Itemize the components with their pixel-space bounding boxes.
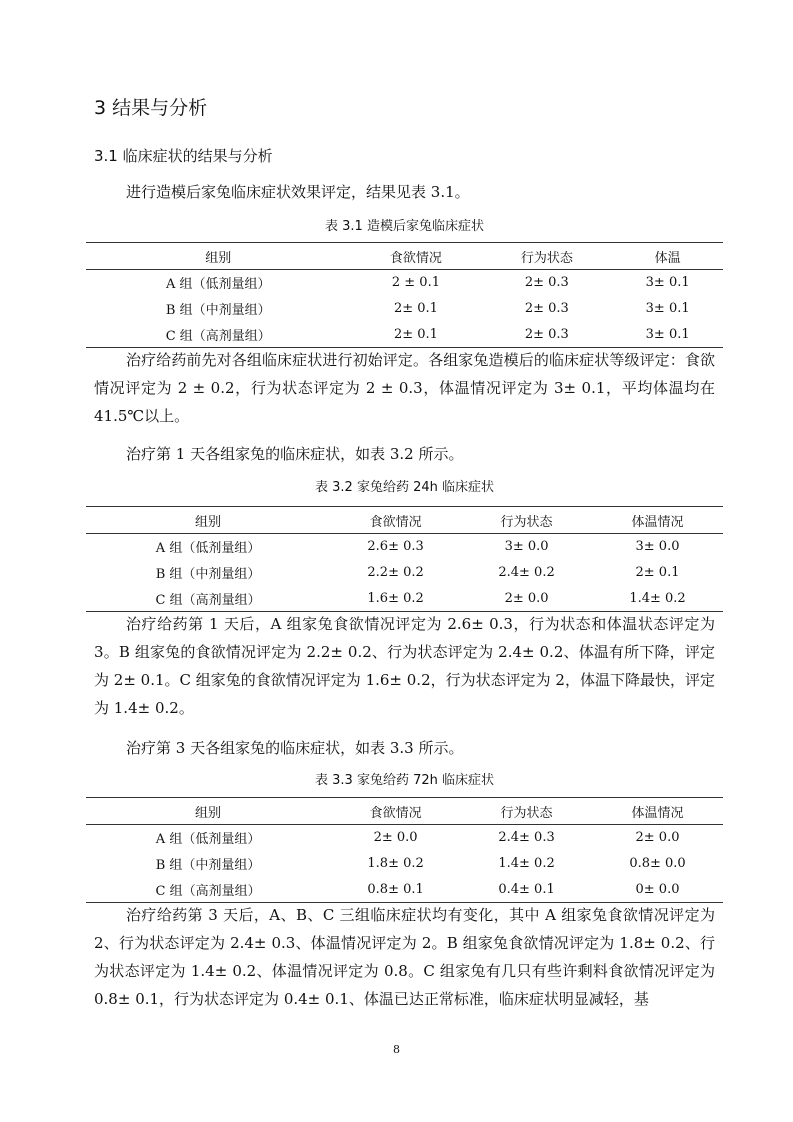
table-cell: 0.4± 0.1 — [461, 877, 592, 903]
table-cell: 3± 0.1 — [612, 322, 723, 348]
header-behavior: 行为状态 — [481, 243, 612, 270]
table-cell: 2± 0.1 — [635, 565, 680, 580]
table-row — [86, 560, 723, 586]
header-appetite: 食欲情况 — [330, 507, 461, 534]
table-cell: 2± 0.3 — [481, 322, 612, 348]
paragraph-day1-intro: 治疗第 1 天各组家兔的临床症状，如表 3.2 所示。 — [126, 445, 464, 463]
table-cell: 0.8± 0.1 — [330, 877, 461, 903]
table-cell: 2± 0.0 — [635, 830, 680, 846]
header-behavior: 行为状态 — [461, 798, 592, 825]
table-cell: 2.6± 0.3 — [367, 539, 424, 555]
table-header-row — [86, 507, 723, 534]
table-cell: 2± 0.1 — [393, 301, 438, 316]
table-3 — [86, 797, 723, 903]
table-cell: A 组（低剂量组） — [165, 277, 271, 293]
table-2-caption: 表 3.2 家兔给药 24h 临床症状 — [315, 480, 494, 495]
table-cell: B 组（中剂量组） — [155, 858, 261, 873]
paragraph-day3-results: 治疗给药第 3 天后，A、B、C 三组临床症状均有变化，其中 A 组家兔食欲情况评定为 2、行为状态评定为 2.4± 0.3、体温情况评定为 2。B 组家兔食欲情况评定为 1.8± 0.2、行为状态评定为 1.4± 0.2、体温情况评定为 0.8。C 组家兔有几只有些许剩料食欲情况评定为 0.8± 0.1，行为状态评定为 0.4± 0.1、体温已达正常标准，临床症状明显减轻，基 — [94, 906, 715, 1008]
table-3-caption: 表 3.3 家兔给药 72h 临床症状 — [315, 773, 494, 788]
table-cell: C 组（高剂量组） — [86, 586, 330, 612]
paragraph-day3-intro: 治疗第 3 天各组家兔的临床症状，如表 3.3 所示。 — [126, 739, 464, 757]
paragraph-day1-results: 治疗给药第 1 天后，A 组家兔食欲情况评定为 2.6± 0.3，行为状态和体温状态评定为 3。B 组家兔的食欲情况评定为 2.2± 0.2、行为状态评定为 2.4± 0.2、体温有所下降，评定为 2± 0.1。C 组家兔的食欲情况评定为 1.6± 0.2，行为状态评定为 2，体温下降最快，评定为 1.4± 0.2。 — [94, 615, 715, 717]
table-cell: C 组（高剂量组） — [86, 877, 330, 903]
table-cell: 1.4± 0.2 — [592, 586, 723, 612]
table-cell: 0± 0.0 — [592, 877, 723, 903]
table-cell: 2± 0.3 — [524, 275, 569, 291]
table-row — [86, 825, 723, 851]
table-cell: 2± 0.1 — [350, 322, 481, 348]
header-group: 组别 — [86, 798, 330, 825]
page-number: 8 — [393, 1043, 400, 1056]
table-cell: 1.8± 0.2 — [367, 856, 424, 871]
table-row — [86, 586, 723, 612]
subsection-heading: 3.1 临床症状的结果与分析 — [94, 147, 273, 165]
header-appetite: 食欲情况 — [350, 243, 481, 270]
table-cell: 3± 0.1 — [645, 301, 690, 316]
header-temperature: 体温 — [612, 243, 723, 270]
table-cell: 2± 0.0 — [461, 586, 592, 612]
table-row — [86, 851, 723, 877]
table-2 — [86, 506, 723, 612]
table-row — [86, 534, 723, 560]
header-behavior: 行为状态 — [461, 507, 592, 534]
table-cell: B 组（中剂量组） — [165, 303, 271, 318]
table-cell: 2 ± 0.1 — [391, 275, 440, 291]
table-cell: 3± 0.0 — [504, 539, 549, 555]
table-cell: B 组（中剂量组） — [155, 567, 261, 582]
table-cell: 3± 0.0 — [635, 539, 680, 555]
table-1 — [86, 242, 723, 348]
table-cell: 3± 0.1 — [645, 275, 690, 291]
table-header-row — [86, 798, 723, 825]
table-cell: 2.4± 0.2 — [498, 565, 555, 580]
table-row — [86, 322, 723, 348]
table-cell: 2.2± 0.2 — [367, 565, 424, 580]
table-row — [86, 296, 723, 322]
header-appetite: 食欲情况 — [330, 798, 461, 825]
table-cell: 1.4± 0.2 — [498, 856, 555, 871]
table-cell: 2± 0.3 — [524, 301, 569, 316]
header-temperature: 体温情况 — [592, 798, 723, 825]
header-temperature: 体温情况 — [592, 507, 723, 534]
table-1-caption: 表 3.1 造模后家兔临床症状 — [325, 219, 484, 234]
table-cell: 2.4± 0.3 — [498, 830, 555, 846]
header-group: 组别 — [86, 243, 350, 270]
table-cell: 0.8± 0.0 — [629, 856, 686, 871]
paragraph-intro: 进行造模后家兔临床症状效果评定，结果见表 3.1。 — [126, 183, 470, 201]
section-heading: 3 结果与分析 — [94, 97, 208, 119]
table-row — [86, 877, 723, 903]
table-cell: 2± 0.0 — [373, 830, 418, 846]
table-row — [86, 270, 723, 296]
paragraph-initial-assessment: 治疗给药前先对各组临床症状进行初始评定。各组家兔造模后的临床症状等级评定：食欲情况评定为 2 ± 0.2，行为状态评定为 2 ± 0.3，体温情况评定为 3± 0.1，平均体温均在 41.5℃以上。 — [94, 351, 715, 425]
table-header-row — [86, 243, 723, 270]
table-cell: 1.6± 0.2 — [330, 586, 461, 612]
table-cell: A 组（低剂量组） — [155, 832, 261, 848]
header-group: 组别 — [86, 507, 330, 534]
table-cell: C 组（高剂量组） — [86, 322, 350, 348]
table-cell: A 组（低剂量组） — [155, 541, 261, 557]
